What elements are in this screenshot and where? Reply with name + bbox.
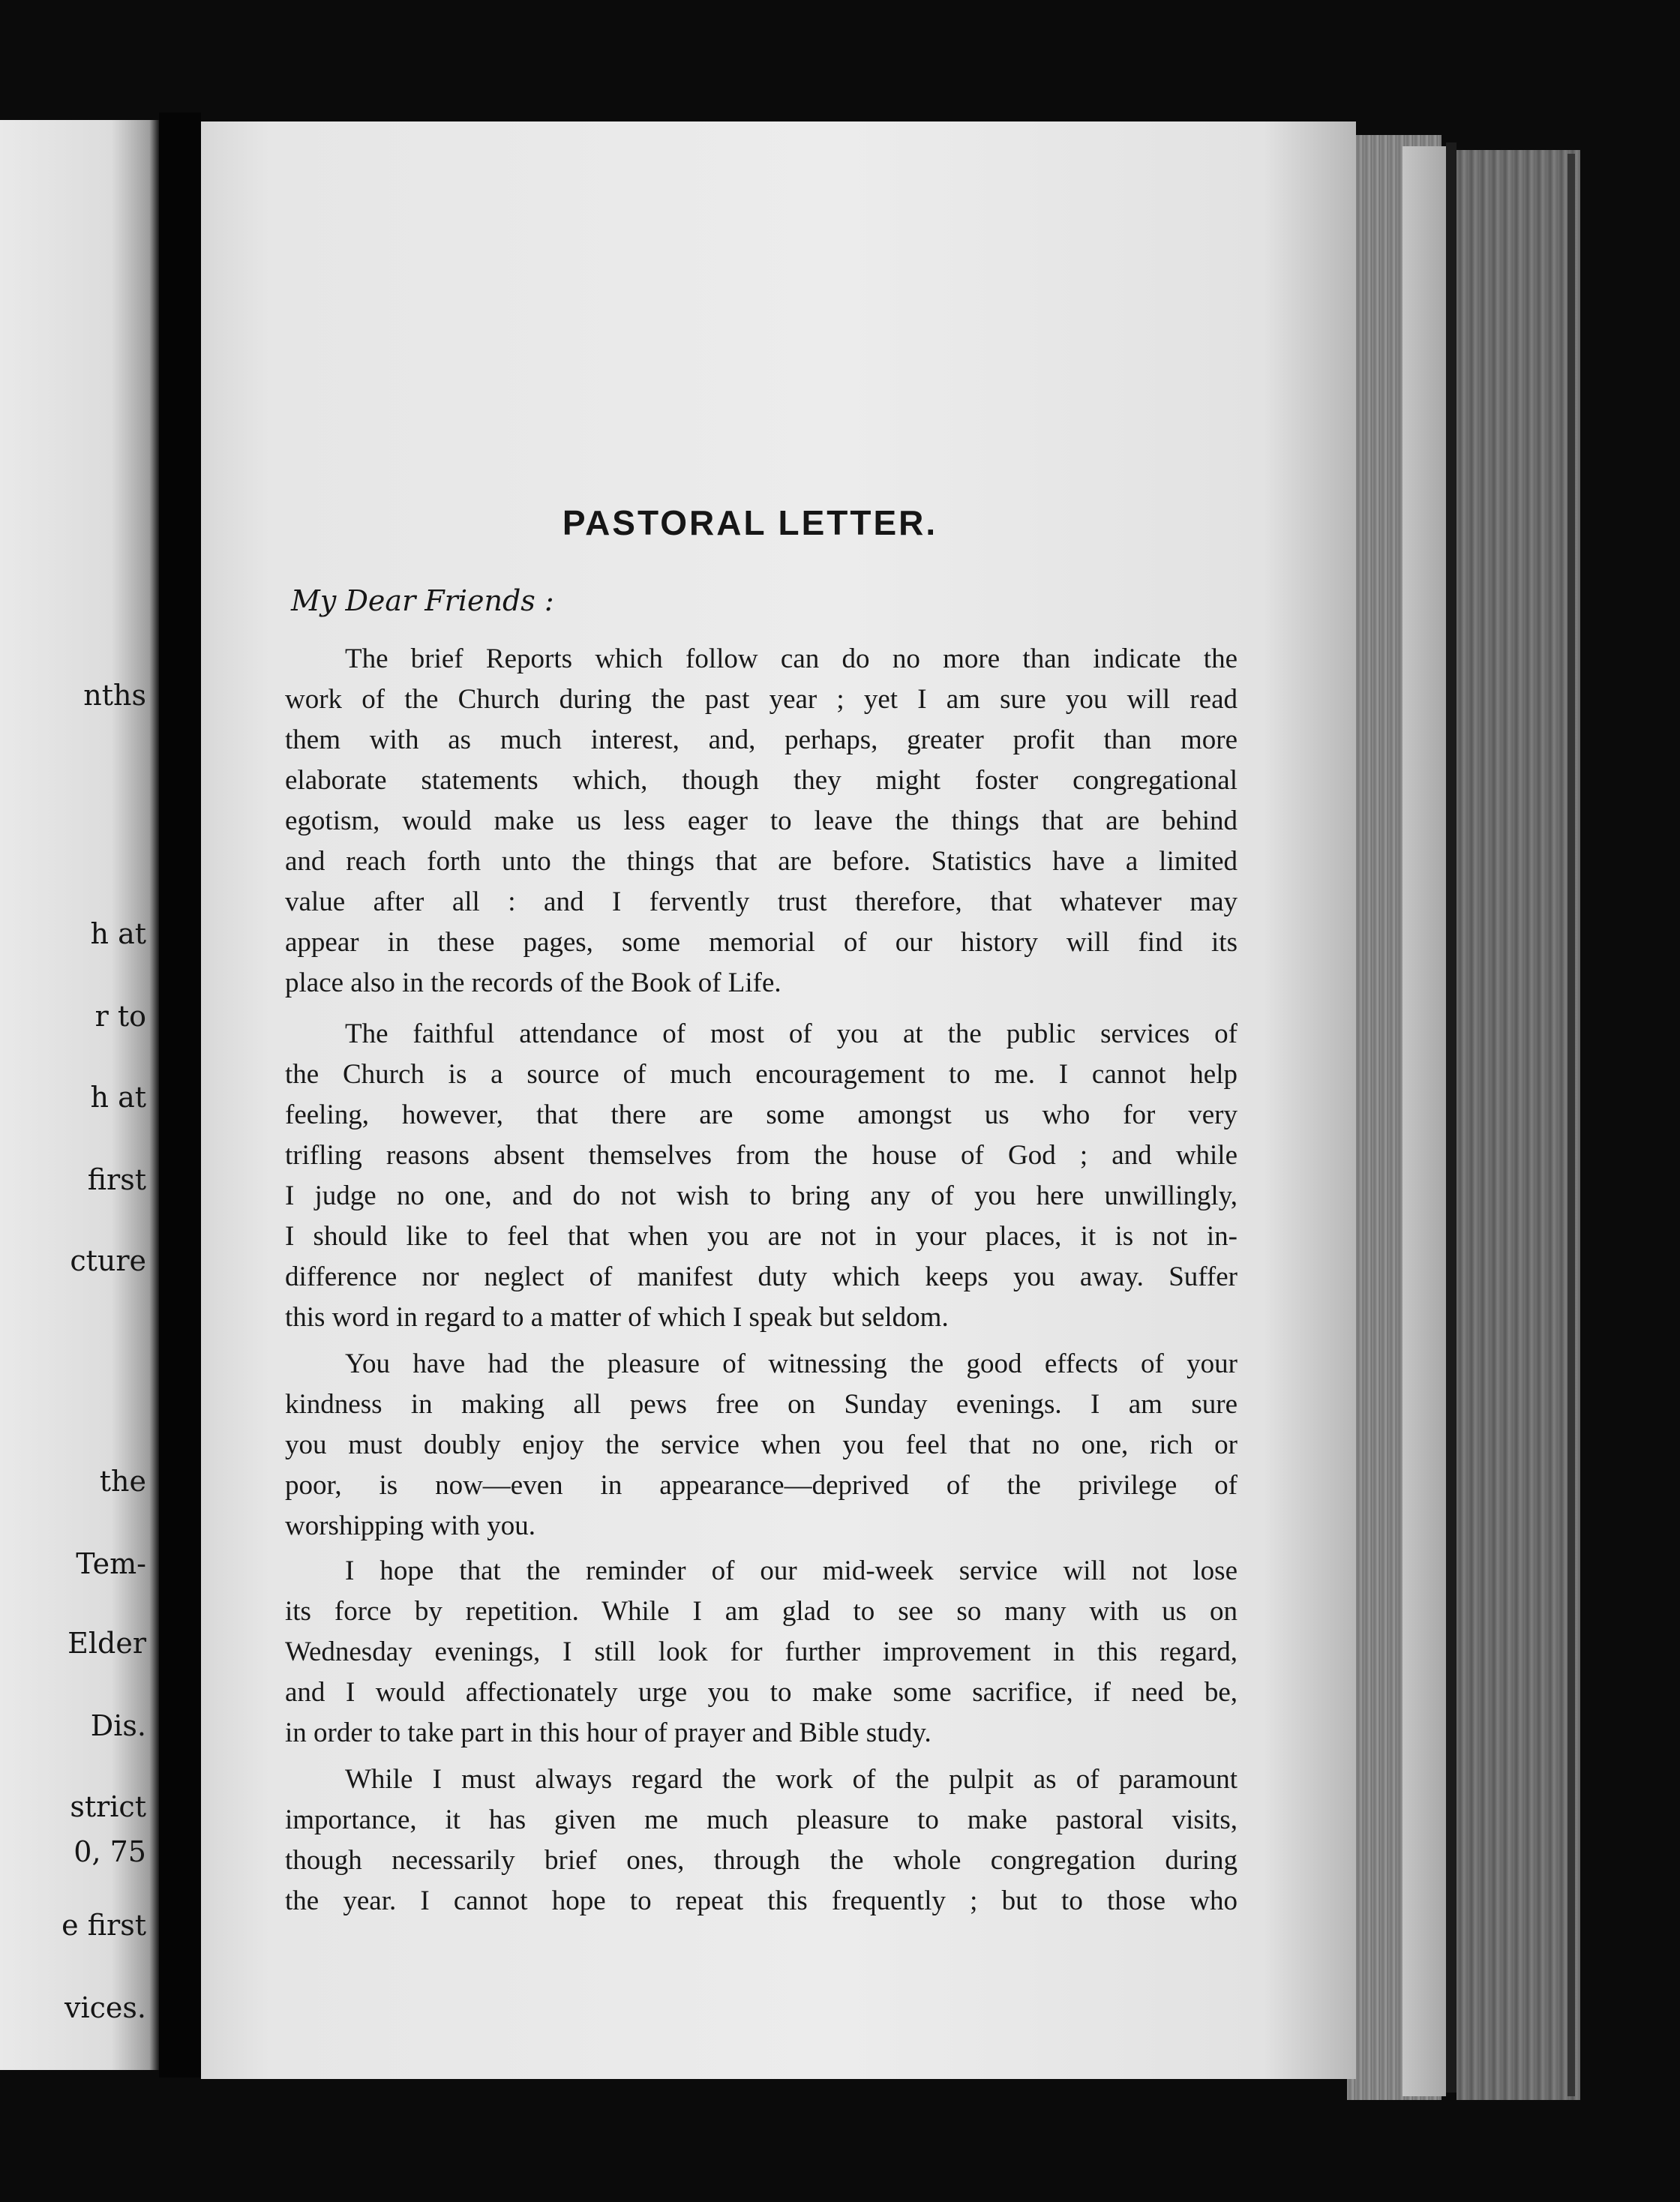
left-page-fragment: the bbox=[99, 1465, 146, 1498]
text-line: poor, is now—even in appearance—deprived of the privilege of bbox=[285, 1470, 1238, 1501]
text-line: I hope that the reminder of our mid-week service will not lose bbox=[345, 1556, 1238, 1586]
left-page-fragment: e first bbox=[62, 1909, 146, 1942]
text-line: The faithful attendance of most of you at the public services of bbox=[345, 1018, 1238, 1049]
text-line: You have had the pleasure of witnessing the good effects of your bbox=[345, 1348, 1238, 1379]
text-line: feeling, however, that there are some amongst us who for very bbox=[285, 1100, 1238, 1130]
book-cover-board bbox=[1456, 150, 1580, 2100]
page-title: PASTORAL LETTER. bbox=[562, 503, 938, 542]
left-page-fragment: cture bbox=[70, 1244, 146, 1277]
text-line: value after all : and I fervently trust therefore, that whatever may bbox=[285, 886, 1238, 917]
book-gutter bbox=[159, 112, 201, 2078]
text-line: kindness in making all pews free on Sunday evenings. I am sure bbox=[285, 1389, 1238, 1420]
text-line: the Church is a source of much encouragement to me. I cannot help bbox=[285, 1059, 1238, 1090]
text-line: importance, it has given me much pleasure to make pastoral visits, bbox=[285, 1804, 1238, 1835]
left-page-fragment: vices. bbox=[64, 1991, 146, 2024]
left-page-fragment: Elder bbox=[68, 1627, 146, 1660]
cover-gap bbox=[1446, 142, 1456, 2092]
book-cover-edge bbox=[1568, 154, 1575, 2096]
left-page-fragment: h at bbox=[90, 1081, 146, 1114]
text-line: and reach forth unto the things that are before. Statistics have a limited bbox=[285, 846, 1238, 877]
text-line: I should like to feel that when you are not in your places, it is not in- bbox=[285, 1221, 1238, 1252]
text-line: elaborate statements which, though they might foster congregational bbox=[285, 765, 1238, 796]
left-page-fragment: strict bbox=[70, 1790, 146, 1823]
left-page-fragment: Dis. bbox=[90, 1709, 146, 1742]
text-line: its force by repetition. While I am glad to see so many with us on bbox=[285, 1596, 1238, 1627]
text-line: this word in regard to a matter of which I speak but seldom. bbox=[285, 1302, 949, 1333]
left-page-fragment: h at bbox=[90, 917, 146, 950]
text-line: place also in the records of the Book of Life. bbox=[285, 968, 782, 998]
text-line: trifling reasons absent themselves from the house of God ; and while bbox=[285, 1140, 1238, 1171]
text-line: The brief Reports which follow can do no more than indicate the bbox=[345, 644, 1238, 674]
text-line: you must doubly enjoy the service when you feel that no one, rich or bbox=[285, 1430, 1238, 1460]
text-line: work of the Church during the past year ; yet I am sure you will read bbox=[285, 684, 1238, 715]
text-line: I judge no one, and do not wish to bring any of you here unwillingly, bbox=[285, 1180, 1238, 1211]
salutation: My Dear Friends : bbox=[291, 584, 554, 617]
left-page-fragment: first bbox=[87, 1163, 146, 1196]
text-line: egotism, would make us less eager to leave the things that are behind bbox=[285, 806, 1238, 836]
text-line: While I must always regard the work of the pulpit as of paramount bbox=[345, 1764, 1238, 1795]
text-line: in order to take part in this hour of prayer and Bible study. bbox=[285, 1718, 932, 1748]
text-line: them with as much interest, and, perhaps, greater profit than more bbox=[285, 724, 1238, 755]
page-stack-edge-inner bbox=[1402, 146, 1446, 2096]
text-line: and I would affectionately urge you to make some sacrifice, if need be, bbox=[285, 1677, 1238, 1708]
text-line: though necessarily brief ones, through the whole congregation during bbox=[285, 1845, 1238, 1876]
text-line: difference nor neglect of manifest duty which keeps you away. Suffer bbox=[285, 1262, 1238, 1292]
text-line: appear in these pages, some memorial of our history will find its bbox=[285, 927, 1238, 958]
text-line: Wednesday evenings, I still look for further improvement in this regard, bbox=[285, 1636, 1238, 1667]
left-facing-page bbox=[0, 120, 159, 2070]
left-page-fragment: r to bbox=[94, 1000, 146, 1033]
left-page-fragment: nths bbox=[83, 679, 146, 712]
left-page-fragment: 0, 75 bbox=[74, 1835, 146, 1868]
text-line: worshipping with you. bbox=[285, 1510, 536, 1541]
left-page-fragment: Tem- bbox=[76, 1547, 146, 1580]
text-line: the year. I cannot hope to repeat this frequently ; but to those who bbox=[285, 1886, 1238, 1916]
